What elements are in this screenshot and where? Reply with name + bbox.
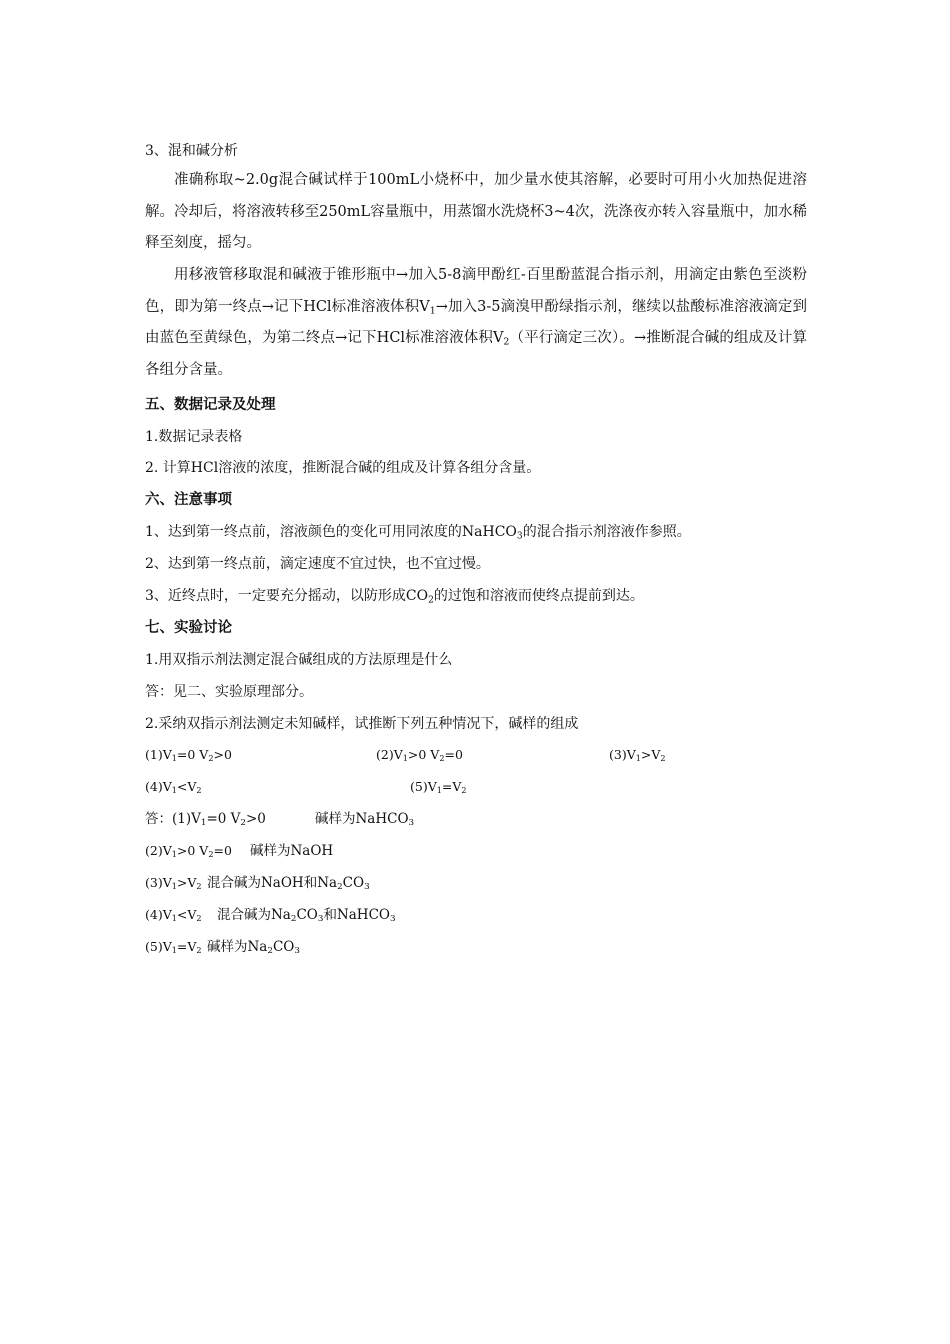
section-7-answer-1: 答：见二、实验原理部分。 [145,684,313,700]
answer-1-condition: 答：$(1)V_1=0$ $V_2>0$ [145,811,266,829]
case-5: $(5)V_1=V_2$ [410,779,467,796]
answer-1-result: 碱样为NaHCO$_3$ [315,811,415,829]
answer-4-condition: $(4)V_1<V_2$ [145,907,202,924]
section-5-item-1: 1.数据记录表格 [145,429,243,445]
section-6-item-2: 2、达到第一终点前，滴定速度不宜过快，也不宜过慢。 [145,556,490,572]
case-2: $(2)V_1>0$ $V_2=0$ [376,747,463,764]
section-3-title: 3、混和碱分析 [145,143,238,159]
case-3: $(3)V_1>V_2$ [609,747,666,764]
answer-5-result: 碱样为$Na_2CO_3$ [207,939,300,957]
section-7-question-2: 2.采纳双指示剂法测定未知碱样，试推断下列五种情况下，碱样的组成 [145,716,579,732]
section-6-item-1: 1、达到第一终点前，溶液颜色的变化可用同浓度的NaHCO$_3$的混合指示剂溶液作参照。 [145,524,691,542]
section-6-item-3: 3、近终点时，一定要充分摇动，以防形成$CO_2$的过饱和溶液而使终点提前到达。 [145,588,644,606]
section-5-item-2: 2. 计算HCl溶液的浓度，推断混合碱的组成及计算各组分含量。 [145,460,541,476]
section-7-heading: 七、实验讨论 [145,620,232,636]
section-3-paragraph-1: 准确称取~2.0g混合碱试样于100mL小烧杯中，加少量水使其溶解，必要时可用小火加热促进溶解。冷却后，将溶液转移至250mL容量瓶中，用蒸馏水洗烧杯3~4次，洗涤夜亦转入容量瓶中，加水稀释至刻度，摇匀。 [145,172,807,251]
answer-5-condition: $(5)V_1=V_2$ [145,939,202,956]
section-3-paragraph-2: 用移液管移取混和碱液于锥形瓶中→加入5-8滴甲酚红-百里酚蓝混合指示剂，用滴定由紫色至淡粉色，即为第一终点→记下HCl标准溶液体积$V_1\to$加入3-5滴溴甲酚绿指示剂，继续以盐酸标准溶液滴定到由蓝色至黄绿色，为第二终点→记下HCl标准溶液体积$V_2$（平行滴定三次）。→推断混合碱的组成及计算各组分含量。 [145,267,808,378]
answer-4-result: 混合碱为$Na_2CO_3$和NaHCO$_3$ [217,907,396,925]
answer-3-condition: $(3)V_1>V_2$ [145,875,202,892]
case-4: $(4)V_1<V_2$ [145,779,202,796]
answer-2-condition: $(2)V_1>0$ $V_2=0$ [145,843,232,860]
answer-2-result: 碱样为NaOH [250,843,334,859]
case-1: $(1)V_1=0$ $V_2>0$ [145,747,232,764]
section-5-heading: 五、数据记录及处理 [145,397,276,413]
answer-3-result: 混合碱为NaOH和$Na_2CO_3$ [207,875,370,893]
section-6-heading: 六、注意事项 [145,492,232,508]
section-7-question-1: 1.用双指示剂法测定混合碱组成的方法原理是什么 [145,652,453,668]
